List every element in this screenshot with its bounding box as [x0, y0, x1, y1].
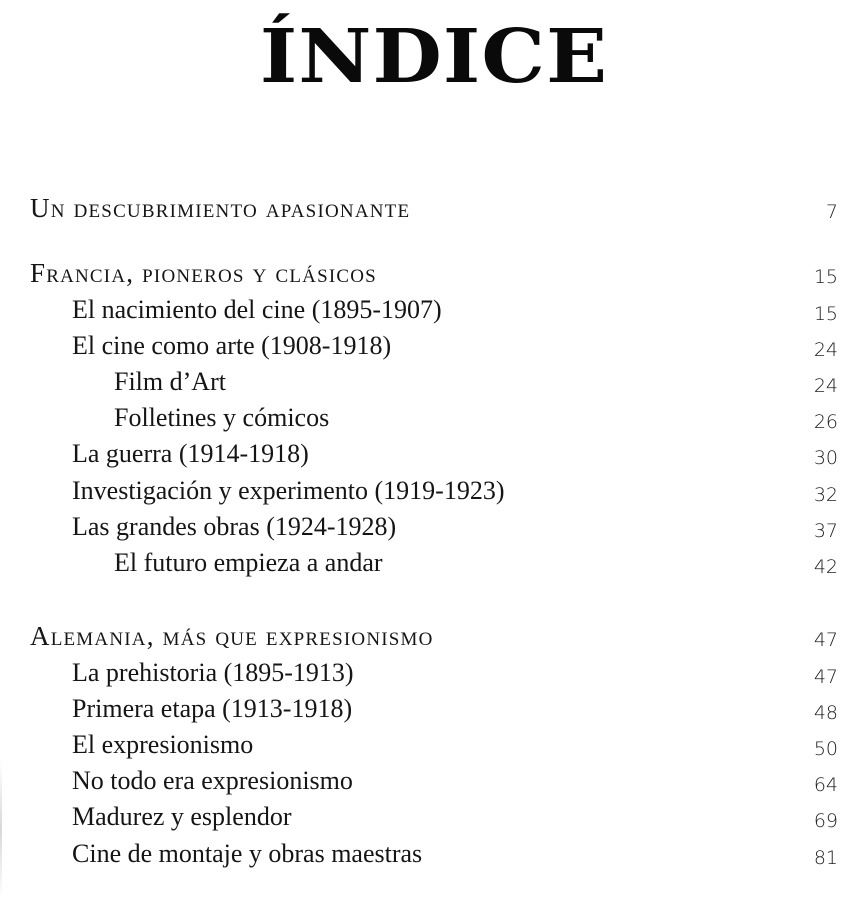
- toc-chapter-entry: [0, 655, 868, 691]
- toc-page-number: 47: [813, 629, 838, 651]
- toc-chapter-entry: [0, 436, 868, 472]
- toc-entry-label: Primera etapa (1913-1918): [72, 694, 353, 723]
- toc-page-number: 24: [813, 339, 838, 361]
- toc-page-number: 26: [813, 411, 838, 433]
- toc-page-number: 30: [813, 447, 838, 469]
- toc-subchapter-entry: [0, 545, 868, 581]
- toc-entry-label: Un descubrimiento apasionante: [30, 193, 411, 223]
- toc-page-number: 48: [813, 702, 838, 724]
- toc-entry-label: El expresionismo: [72, 730, 254, 759]
- toc-chapter-entry: [0, 836, 868, 872]
- toc-chapter-entry: [0, 727, 868, 763]
- toc-page-number: 50: [813, 738, 838, 760]
- toc-page-number: 64: [813, 774, 838, 796]
- toc-subchapter-entry: [0, 400, 868, 436]
- toc-entry-label: La guerra (1914-1918): [72, 439, 309, 468]
- toc-entry-label: Film d’Art: [114, 367, 226, 396]
- toc-chapter-entry: [0, 691, 868, 727]
- toc-entry-label: Folletines y cómicos: [114, 403, 330, 432]
- toc-entry-label: El futuro empieza a andar: [114, 548, 383, 577]
- toc-section-entry: [0, 255, 868, 291]
- toc-entry-label: Madurez y esplendor: [72, 802, 292, 831]
- toc-entry-label: El nacimiento del cine (1895-1907): [72, 295, 442, 324]
- toc-chapter-entry: [0, 292, 868, 328]
- toc-page-number: 47: [813, 666, 838, 688]
- toc-entry-label: La prehistoria (1895-1913): [72, 658, 354, 687]
- toc-page-number: 7: [825, 201, 838, 223]
- toc-chapter-entry: [0, 799, 868, 835]
- scan-edge-shadow: [0, 760, 2, 900]
- toc-entry-label: Alemania, más que expresionismo: [30, 621, 434, 651]
- toc-chapter-entry: [0, 328, 868, 364]
- toc-entry-label: Cine de montaje y obras maestras: [72, 839, 423, 868]
- toc-section-entry: [0, 190, 868, 226]
- toc-page-number: 81: [813, 847, 838, 869]
- toc-page-number: 15: [813, 303, 838, 325]
- toc-page-number: 37: [813, 520, 838, 542]
- toc-page-number: 42: [813, 556, 838, 578]
- toc-chapter-entry: [0, 473, 868, 509]
- toc-entry-label: Investigación y experimento (1919-1923): [72, 476, 505, 505]
- toc-page-number: 32: [813, 484, 838, 506]
- toc-page-number: 24: [813, 375, 838, 397]
- toc-entry-label: No todo era expresionismo: [72, 766, 353, 795]
- toc-chapter-entry: [0, 763, 868, 799]
- page-title: ÍNDICE: [259, 14, 609, 100]
- toc-entry-label: Las grandes obras (1924-1928): [72, 512, 397, 541]
- toc-chapter-entry: [0, 509, 868, 545]
- toc-entry-label: Francia, pioneros y clásicos: [30, 258, 377, 288]
- toc-page-number: 15: [813, 266, 838, 288]
- toc-page-number: 69: [813, 810, 838, 832]
- toc-entry-label: El cine como arte (1908-1918): [72, 331, 392, 360]
- toc-section-entry: [0, 618, 868, 654]
- toc-subchapter-entry: [0, 364, 868, 400]
